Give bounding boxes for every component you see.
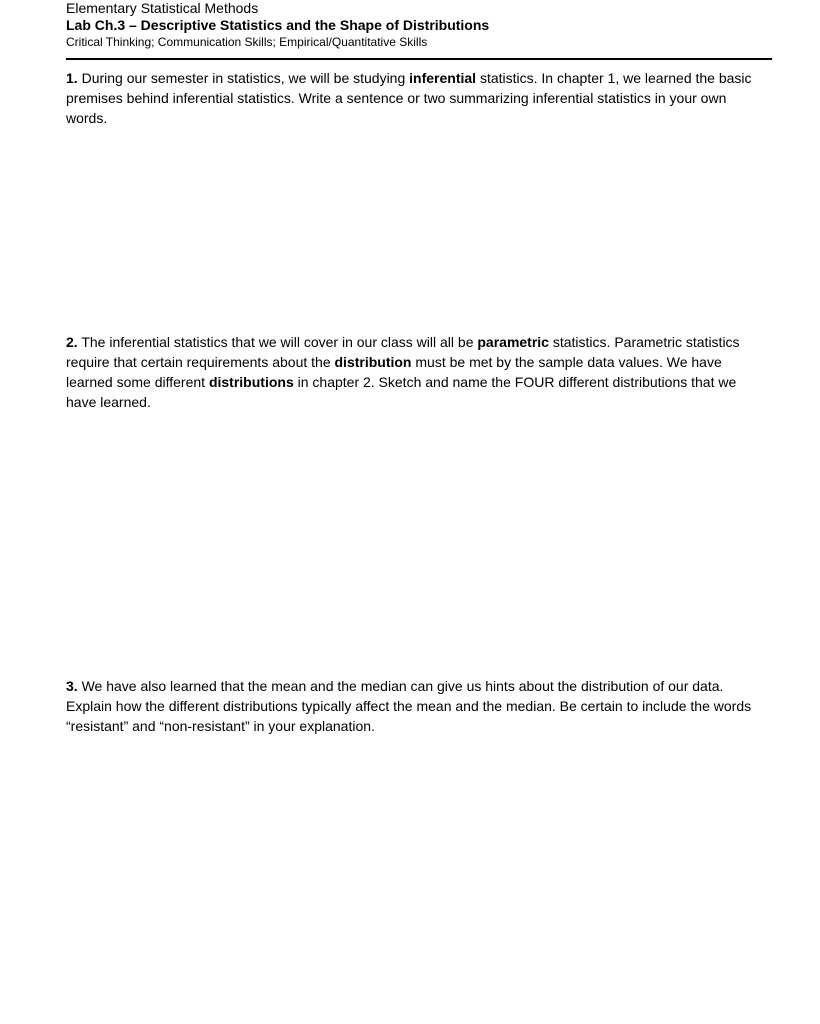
lab-title: Lab Ch.3 – Descriptive Statistics and the Shape of Distributions (66, 17, 490, 33)
question-3 (66, 676, 756, 736)
header-divider (66, 58, 772, 60)
keyword-distributions: distributions (208, 374, 294, 390)
keyword-inferential: inferential (409, 70, 477, 86)
question-number: 3. (66, 678, 78, 694)
question-text: During our semester in statistics, we will be studying (77, 70, 410, 86)
question-text: must be met by the sample data values. We have learned some different (66, 354, 722, 390)
question-text: statistics. In chapter 1, we learned the basic premises behind inferential statistics. Write a sentence or two summarizing inferential statistics in your own words. (66, 70, 752, 126)
question-text: The inferential statistics that we will cover in our class will all be (77, 334, 478, 350)
document-header (66, 0, 772, 50)
course-title: Elementary Statistical Methods (66, 0, 259, 16)
keyword-parametric: parametric (477, 334, 549, 350)
question-number: 2. (66, 334, 78, 350)
question-text: statistics. Parametric statistics require that certain requirements about the (66, 334, 740, 370)
question-text: We have also learned that the mean and the median can give us hints about the distribution of our data. Explain how the different distributions typically affect the mean and the median. Be certain to include the words “resistant” and “non-resistant” in your explanation. (66, 678, 752, 734)
keyword-distribution: distribution (334, 354, 412, 370)
question-text: in chapter 2. Sketch and name the FOUR different distributions that we have learned. (66, 374, 737, 410)
question-1 (66, 68, 756, 128)
question-2 (66, 332, 756, 412)
question-number: 1. (66, 70, 78, 86)
skills-line: Critical Thinking; Communication Skills; Empirical/Quantitative Skills (66, 35, 428, 49)
